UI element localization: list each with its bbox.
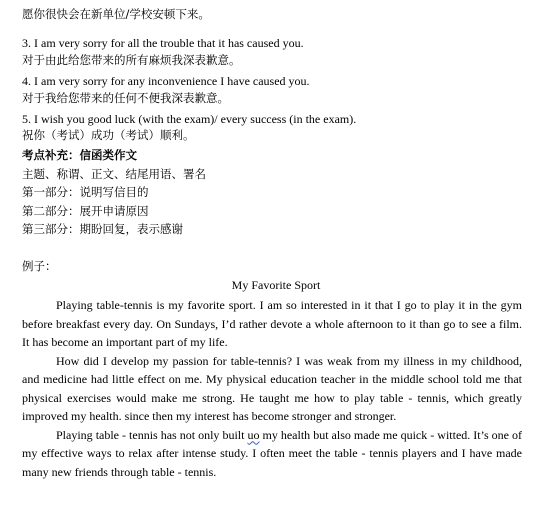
text-line: 对于由此给您带来的所有麻烦我深表歉意。: [22, 53, 241, 67]
spellcheck-word: uo: [247, 427, 260, 442]
text-line: 5. I wish you good luck (with the exam)/ every success (in the exam).: [22, 112, 357, 126]
paragraph-text: Playing table - tennis has not only built: [56, 427, 248, 442]
section-heading: 考点补充：信函类作文: [22, 148, 137, 162]
essay-body: [22, 296, 522, 481]
text-line: 主题、称谓、正文、结尾用语、署名: [22, 167, 206, 181]
text-line: 3. I am very sorry for all the trouble that it has caused you.: [22, 36, 304, 50]
essay-paragraph: [22, 426, 522, 482]
text-line: 第三部分：期盼回复，表示感谢: [22, 222, 183, 236]
essay-paragraph: How did I develop my passion for table-tennis? I was weak from my illness in my childhood, and medicine had little effect on me. My physical education teacher in the middle school told me that physical exercises would make me strong. He taught me how to play table - tennis, which greatly improved my health. since then my interest has become stronger and stronger.: [22, 353, 522, 423]
text-line: 对于我给您带来的任何不便我深表歉意。: [22, 91, 229, 105]
text-line: 祝你（考试）成功（考试）顺利。: [22, 128, 195, 142]
paragraph-text: my health but also made me quick - witted. It’s one of my effective ways to relax after intense study. I often meet the table - tennis players and I have made many new friends through table - tennis.: [22, 427, 522, 479]
text-line: 4. I am very sorry for any inconvenience I have caused you.: [22, 74, 310, 88]
text-line: 第二部分：展开申请原因: [22, 204, 149, 218]
essay-title: My Favorite Sport: [231, 278, 321, 292]
example-label: 例子：: [22, 259, 57, 273]
essay-paragraph: Playing table-tennis is my favorite sport. I am so interested in it that I go to play it in the gym before breakfast every day. On Sundays, I’d rather devote a whole afternoon to it than go to see a film. It has become an important part of my life.: [22, 298, 522, 349]
text-line: 愿你很快会在新单位/学校安顿下来。: [22, 7, 210, 21]
text-line: 第一部分：说明写信目的: [22, 185, 149, 199]
